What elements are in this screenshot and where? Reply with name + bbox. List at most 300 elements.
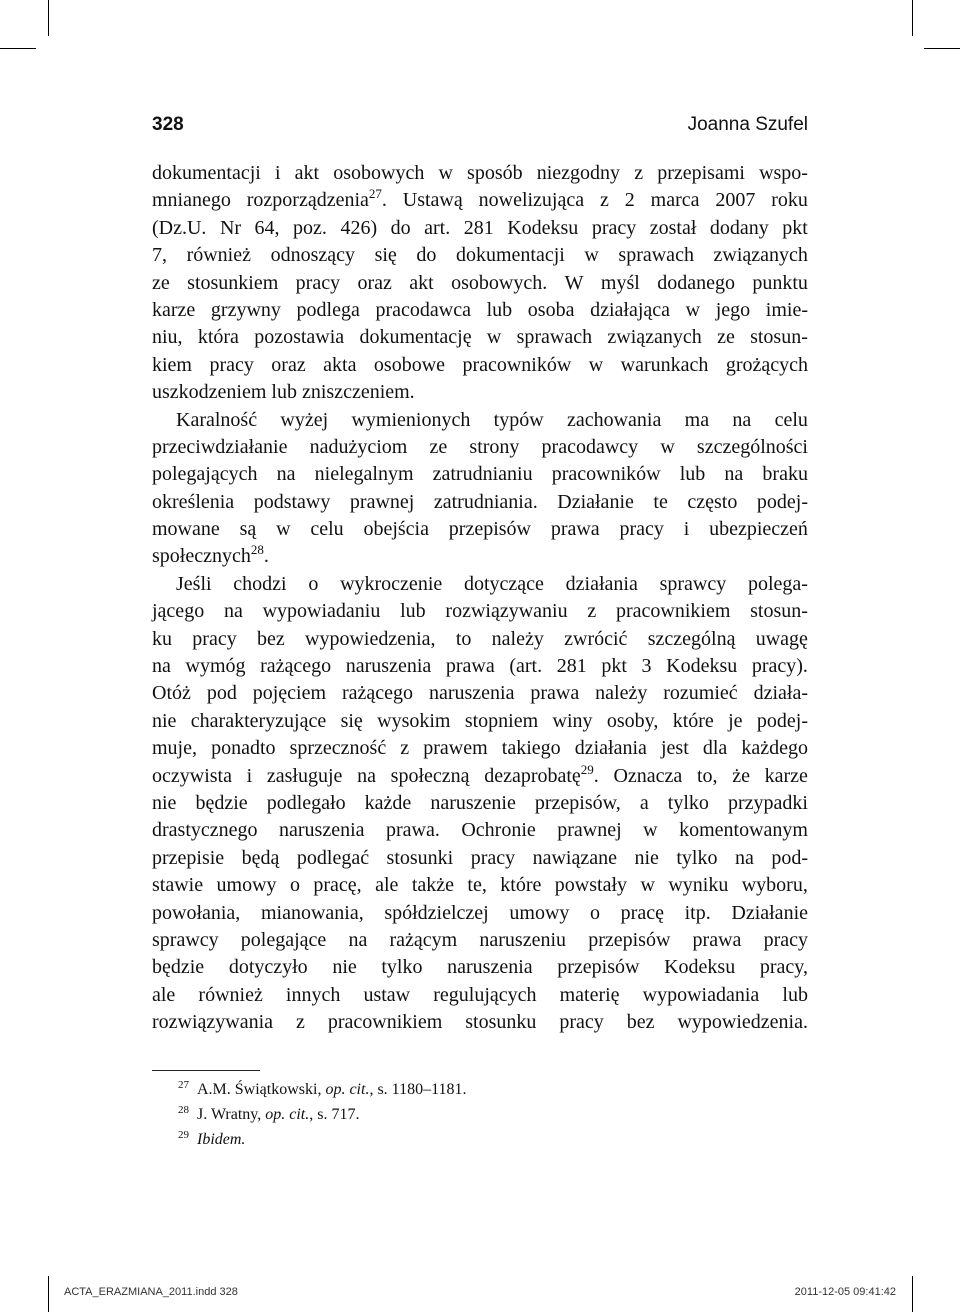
word: naruszenia — [428, 682, 515, 705]
word: oczywista — [152, 764, 232, 787]
word: chodzi — [233, 572, 287, 595]
text-line — [152, 434, 808, 461]
text-line — [152, 461, 808, 488]
word: w — [660, 435, 675, 458]
word: lub — [782, 983, 808, 1006]
word: podej- — [756, 709, 808, 732]
running-head: Joanna Szufel — [687, 114, 808, 135]
word: pozostawia — [254, 326, 345, 349]
word: pracy — [470, 846, 516, 869]
word: stosun- — [750, 326, 808, 349]
word: Jeśli — [176, 572, 212, 595]
footnote-pages: , s. 1180–1181. — [369, 1081, 467, 1098]
word: naruszenia — [279, 819, 365, 842]
word: obejścia — [363, 518, 429, 541]
crop-mark — [912, 1276, 913, 1312]
word: podstawy — [253, 490, 331, 513]
word: 3 — [641, 655, 652, 678]
word: uszkodzeniem — [152, 381, 267, 404]
word: 426) — [340, 216, 378, 239]
footnote-author: J. Wratny, — [197, 1106, 262, 1123]
word: pracy — [559, 1011, 604, 1034]
word: powstały — [554, 874, 628, 897]
word: przepisów — [448, 518, 531, 541]
word: dodany — [709, 216, 769, 239]
word: te, — [467, 874, 487, 897]
word: będzie — [152, 956, 205, 979]
word: o — [289, 874, 300, 897]
word: drastycznego — [152, 819, 258, 842]
word: wyżej — [280, 408, 329, 431]
text-line — [152, 324, 808, 351]
word: pracownikiem — [615, 600, 731, 623]
word: która — [197, 326, 239, 349]
word: zachowania — [566, 408, 662, 431]
word: wysokim — [377, 709, 451, 732]
word: nowelizująca — [478, 189, 585, 212]
word: pracowników — [551, 463, 661, 486]
text-line — [152, 352, 808, 379]
word: 281 — [556, 655, 587, 678]
footnotes — [178, 1078, 467, 1153]
word: mnianego — [152, 189, 231, 212]
word: materię — [559, 983, 620, 1006]
word: charakteryzujące — [190, 709, 327, 732]
word: ustaw — [363, 983, 411, 1006]
word: które — [500, 874, 542, 897]
word: związanych — [713, 244, 808, 267]
word: poz. — [293, 216, 327, 239]
word: ma — [684, 408, 710, 431]
word: pojęciem — [252, 682, 327, 705]
text-line — [152, 598, 808, 625]
word: ale — [152, 983, 176, 1006]
slug-filename: ACTA_ERAZMIANA_2011.indd 328 — [64, 1286, 238, 1298]
word: bez — [626, 1011, 655, 1034]
word: pkt — [782, 216, 808, 239]
word: wypowiedzenia. — [677, 1011, 808, 1034]
word: te — [653, 490, 668, 513]
crop-mark — [912, 0, 913, 36]
word: rozumieć — [663, 682, 738, 705]
word: lub — [679, 463, 706, 486]
footnote-27 — [178, 1078, 467, 1103]
word: sprawach — [516, 326, 593, 349]
word: zniszczeniem. — [301, 381, 415, 404]
word: akt — [294, 162, 320, 184]
word: sprzeczność — [289, 737, 387, 760]
word: myśl — [600, 271, 640, 294]
word: stopniem — [464, 709, 539, 732]
word: podlegać — [296, 846, 370, 869]
word: oraz — [271, 353, 306, 376]
text-line — [152, 215, 808, 242]
word: i — [683, 518, 690, 541]
word: takiego — [501, 737, 561, 760]
word: pracy). — [751, 655, 808, 678]
word: Otóż — [152, 682, 191, 705]
text-line — [152, 160, 808, 187]
word: umowy — [216, 874, 277, 897]
word: na — [348, 928, 368, 951]
footnote-cit: op. cit. — [265, 1106, 310, 1123]
word: pracy — [192, 627, 237, 650]
word: w — [276, 518, 291, 541]
word: W — [564, 271, 584, 294]
word: osobowych — [333, 162, 425, 184]
word: wyniku — [668, 874, 729, 897]
word: 64, — [254, 216, 280, 239]
footnote-pages: , s. 717. — [309, 1106, 360, 1123]
text-line — [152, 543, 808, 570]
word: pracy — [763, 928, 808, 951]
word: z — [587, 600, 597, 623]
word: celu — [310, 518, 344, 541]
word: muje, — [152, 737, 197, 760]
word: stosunki — [386, 846, 454, 869]
word: komentowanym — [679, 819, 808, 842]
word: warunkach — [620, 353, 709, 376]
word: na — [276, 463, 296, 486]
word: i — [274, 162, 281, 184]
word: mianowania, — [260, 901, 364, 924]
word: przypadki — [727, 791, 808, 814]
word: podlegało — [266, 791, 346, 814]
word: ponadto — [211, 737, 276, 760]
footnote-separator — [152, 1070, 260, 1071]
word: karze — [152, 298, 196, 321]
word: spółdzielczej — [384, 901, 489, 924]
word: prawnej — [349, 490, 415, 513]
word: (art. — [509, 655, 543, 678]
text-line — [152, 735, 808, 762]
word: działająca — [590, 298, 671, 321]
word: o — [308, 572, 319, 595]
word: pracy, — [759, 956, 808, 979]
crop-mark — [0, 48, 36, 49]
word: prawa — [530, 682, 580, 705]
word: osobowe — [373, 353, 446, 376]
word: się — [374, 244, 397, 267]
word: ale — [375, 874, 399, 897]
footnote-28 — [178, 1103, 467, 1128]
word: należy — [491, 627, 544, 650]
word: karze — [764, 764, 808, 787]
word: zatrudniania. — [433, 490, 538, 513]
text-line — [152, 680, 808, 707]
word: Kodeksu — [664, 956, 736, 979]
word: Ustawą — [402, 189, 463, 212]
word: powołania, — [152, 901, 241, 924]
text-line — [152, 653, 808, 680]
word: działania — [565, 572, 638, 595]
footnote-number: 27 — [178, 1079, 189, 1091]
word: pracodawcy — [541, 435, 639, 458]
slug-timestamp: 2011-12-05 09:41:42 — [794, 1286, 896, 1298]
word: art. — [424, 216, 451, 239]
word: związanych — [607, 326, 702, 349]
word: w — [640, 874, 655, 897]
word: w — [486, 326, 502, 349]
word: nie — [634, 846, 659, 869]
word: wymienionych — [351, 408, 471, 431]
word: w — [685, 298, 701, 321]
word: pod- — [771, 846, 808, 869]
footnote-number: 28 — [178, 1104, 189, 1116]
body-text — [152, 160, 808, 1037]
word: w — [584, 244, 599, 267]
word: również — [198, 983, 263, 1006]
word: 2007 — [715, 189, 756, 212]
word: wypowiedzenia, — [305, 627, 436, 650]
word: w — [643, 819, 658, 842]
word: do — [416, 244, 437, 267]
word: podlega — [296, 298, 360, 321]
word: jest — [660, 737, 689, 760]
text-line — [152, 900, 808, 927]
word: nielegalnym — [314, 463, 414, 486]
word: zatrudnianiu — [432, 463, 533, 486]
word: naruszeniu — [479, 928, 567, 951]
footnote-cit: op. cit. — [325, 1081, 370, 1098]
word: społeczną — [390, 764, 470, 787]
word: Nr — [219, 216, 242, 239]
word: 281 — [463, 216, 494, 239]
word: uwagę — [755, 627, 808, 650]
footnote-29 — [178, 1128, 467, 1153]
word: sprawach — [618, 244, 694, 267]
word: rozwiązywaniu — [445, 600, 568, 623]
word: polega- — [747, 572, 808, 595]
word: odnoszący — [270, 244, 355, 267]
word: także — [411, 874, 454, 897]
word: wyboru, — [741, 874, 808, 897]
word: braku — [762, 463, 808, 486]
word: naruszenie — [430, 791, 516, 814]
text-line — [152, 1009, 808, 1036]
word: pracę — [620, 901, 664, 924]
word: sprawcy — [152, 928, 219, 951]
word: osoba — [527, 298, 575, 321]
word: na — [724, 463, 744, 486]
word: prawa — [550, 518, 600, 541]
word: pracowników — [462, 353, 572, 376]
word: ze — [717, 326, 735, 349]
word: celu — [774, 408, 808, 431]
word: na — [152, 655, 171, 678]
word: stosun- — [750, 600, 808, 623]
word: naruszenia — [345, 655, 432, 678]
word: prawnej — [557, 819, 622, 842]
word: prawa — [692, 928, 742, 951]
word: akt — [409, 271, 434, 294]
word: 2 — [624, 189, 635, 212]
word: z — [296, 1011, 305, 1034]
word: rozwiązywania — [152, 1011, 274, 1034]
text-line — [152, 489, 808, 516]
word: będą — [241, 846, 280, 869]
word: szczególności — [696, 435, 808, 458]
text-line — [152, 516, 808, 543]
word: wykroczenie — [340, 572, 443, 595]
word: Kodeksu — [507, 216, 579, 239]
word: działa- — [753, 682, 808, 705]
footnote-ref-27: 27 — [368, 186, 382, 202]
text-line — [152, 954, 808, 981]
crop-mark — [924, 48, 960, 49]
word: będzie — [195, 791, 248, 814]
word: działania — [574, 737, 647, 760]
word: każde — [364, 791, 412, 814]
word: pracy — [209, 353, 254, 376]
word: przepisów — [557, 956, 640, 979]
word: ze — [152, 271, 170, 294]
word: również — [186, 244, 251, 267]
word: dla — [702, 737, 728, 760]
word: należy — [595, 682, 648, 705]
word: niu, — [152, 326, 183, 349]
word: nadużyciom — [309, 435, 408, 458]
word: roku — [771, 189, 808, 212]
text-line — [152, 845, 808, 872]
word: dotyczące — [463, 572, 544, 595]
word: prawa — [445, 655, 495, 678]
word: że — [732, 764, 750, 787]
word: dodanego — [657, 271, 735, 294]
word: przepisami — [657, 162, 745, 184]
word: w — [588, 353, 604, 376]
text-line — [152, 379, 808, 406]
page-number: 328 — [152, 114, 184, 135]
word: został — [649, 216, 697, 239]
word: Działanie — [557, 490, 634, 513]
word: marca — [650, 189, 700, 212]
word: wymóg — [185, 655, 246, 678]
word: to, — [696, 764, 718, 787]
word: sposób — [467, 162, 523, 184]
word-with-ref: rozporządzenia$^{27}$. — [246, 186, 387, 212]
word: z — [600, 189, 609, 212]
word: grożących — [725, 353, 808, 376]
word: bez — [256, 627, 285, 650]
word: o — [590, 901, 601, 924]
word: określenia — [152, 490, 235, 513]
word: w — [438, 162, 453, 184]
text-line — [152, 571, 808, 598]
footnote-ref-29: 29 — [580, 761, 594, 777]
word: sprawcy — [659, 572, 727, 595]
word: tylko — [676, 846, 718, 869]
word: z — [400, 737, 410, 760]
word: podej- — [756, 490, 808, 513]
word: z — [634, 162, 644, 184]
word: Oznacza — [613, 764, 683, 787]
word: zasługuje — [266, 764, 343, 787]
word: prawem — [423, 737, 488, 760]
word: Ochronie — [461, 819, 536, 842]
word: lub — [271, 381, 297, 404]
footnote-ref-28: 28 — [250, 542, 264, 558]
word: pkt — [601, 655, 627, 678]
text-line — [152, 817, 808, 844]
word: kiem — [152, 353, 192, 376]
word: stawie — [152, 874, 204, 897]
word: ze — [429, 435, 448, 458]
text-line — [152, 407, 808, 434]
word: umowy — [509, 901, 570, 924]
word: nie — [152, 791, 177, 814]
word: to — [455, 627, 472, 650]
word: ubezpieczeń — [709, 518, 808, 541]
word: są — [239, 518, 257, 541]
word: do — [390, 216, 411, 239]
word: wspo- — [759, 162, 808, 184]
word: itp. — [684, 901, 711, 924]
word: 7, — [152, 244, 167, 267]
word: prawa. — [386, 819, 440, 842]
word: polegających — [152, 463, 258, 486]
footnote-number: 29 — [178, 1129, 189, 1141]
word: typów — [493, 408, 544, 431]
word: strony — [469, 435, 520, 458]
word: nie — [332, 956, 357, 979]
word: Karalność — [176, 408, 258, 431]
text-line — [152, 763, 808, 790]
word: a — [639, 791, 649, 814]
word: ku — [152, 627, 172, 650]
word: pracownikiem — [327, 1011, 443, 1034]
word: winy — [552, 709, 593, 732]
word: przepisów, — [534, 791, 621, 814]
text-line — [152, 708, 808, 735]
word: punktu — [752, 271, 808, 294]
footnote-author: A.M. Świątkowski, — [197, 1081, 322, 1098]
word: dotyczyło — [228, 956, 308, 979]
word: tylko — [381, 956, 423, 979]
word: na — [734, 846, 754, 869]
word: je — [728, 709, 743, 732]
text-line — [152, 626, 808, 653]
word: pracę, — [313, 874, 362, 897]
word: akta — [323, 353, 357, 376]
text-line — [152, 270, 808, 297]
word-with-ref: dezaprobatę$^{29}$. — [484, 761, 599, 787]
text-line — [152, 872, 808, 899]
word: lub — [400, 600, 426, 623]
word: osobowych. — [451, 271, 548, 294]
word: stosunkiem — [187, 271, 279, 294]
word: przepisie — [152, 846, 225, 869]
text-line — [152, 982, 808, 1009]
word: innych — [285, 983, 341, 1006]
text-line — [152, 297, 808, 324]
word: pracy — [619, 518, 664, 541]
word: zwrócić — [564, 627, 628, 650]
word-with-ref: społecznych$^{28}$. — [152, 542, 269, 568]
word: przepisów — [588, 928, 671, 951]
word: osoby, — [606, 709, 659, 732]
word: tylko — [667, 791, 709, 814]
word: wypowiadania — [642, 983, 760, 1006]
word: Działanie — [731, 901, 808, 924]
word: które — [672, 709, 714, 732]
word: naruszenia — [447, 956, 533, 979]
text-line — [152, 242, 808, 269]
word: lub — [486, 298, 513, 321]
word: niezgodny — [536, 162, 621, 184]
word: często — [687, 490, 738, 513]
text-line — [152, 187, 808, 214]
